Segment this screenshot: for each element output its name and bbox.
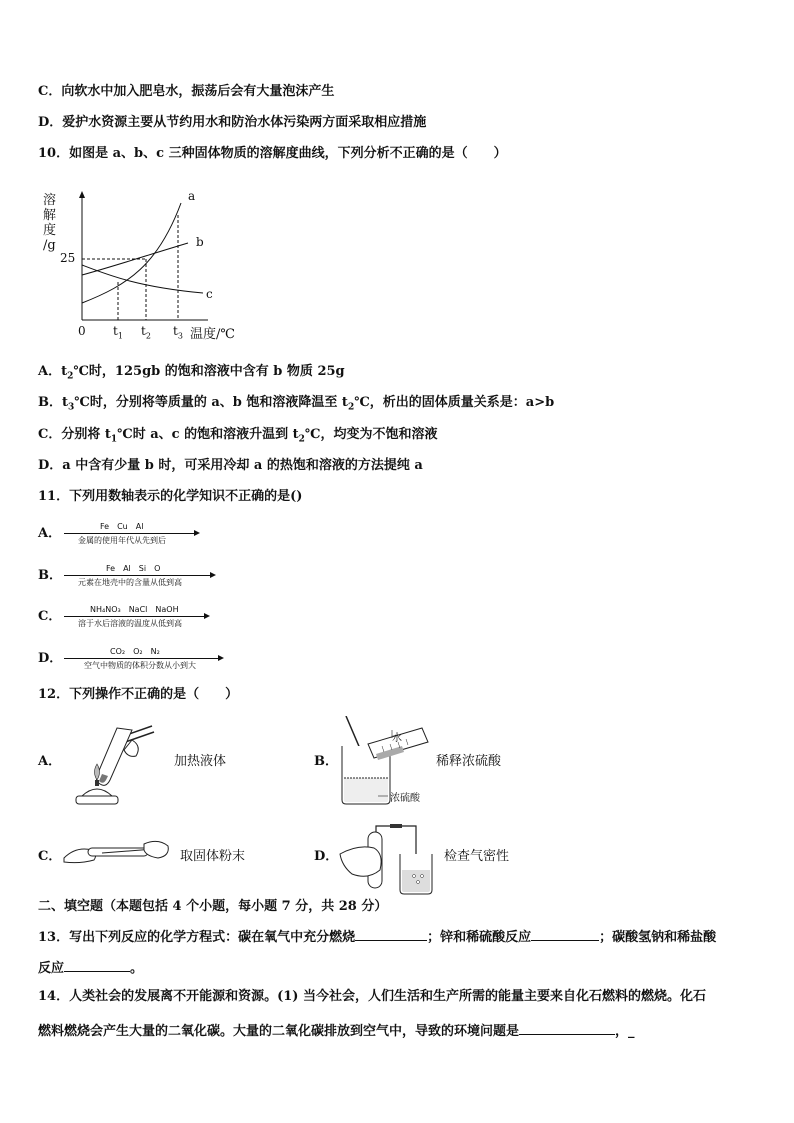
q11-c-letter: C．	[38, 609, 62, 624]
q10-option-b: B．$t_3℃$时，分别将等质量的 a、b 饱和溶液降温至 $t_2℃$，析出的固体质量关系是：a>b	[38, 395, 555, 413]
q9-option-d: D．爱护水资源主要从节约用水和防治水体污染两方面采取相应措施	[38, 115, 427, 130]
q12-a-letter: A．	[38, 754, 62, 769]
q11-a-bottom: 金属的使用年代从先到后	[78, 536, 166, 545]
q11-b-bottom: 元素在地壳中的含量从低到高	[78, 578, 182, 587]
q11-c-top: NH₄NO₃ NaCl NaOH	[90, 605, 179, 614]
y-tick-25: 25	[60, 251, 76, 265]
q13-line1: 13．写出下列反应的化学方程式：碳在氧气中充分燃烧 ；锌和稀硫酸反应 ；碳酸氢钠和稀盐酸	[38, 926, 716, 947]
q10-option-a: A．$t_2℃$时，125gb 的饱和溶液中含有 b 物质 25g	[38, 364, 345, 382]
airtightness-illustration	[338, 824, 434, 896]
solubility-chart-svg	[38, 185, 248, 345]
solubility-chart	[38, 185, 248, 345]
q11-d-bottom: 空气中物质的体积分数从小到大	[84, 661, 196, 670]
curve-label-a: a	[188, 189, 196, 203]
x-tick-t2: $t_2$	[141, 324, 151, 341]
q14-blank-1[interactable]	[519, 1020, 615, 1035]
q12-b-water-label: 水	[392, 733, 402, 744]
q11-a-arrow	[194, 530, 200, 536]
q11-c-bottom: 溶于水后溶液的温度从低到高	[78, 619, 182, 628]
q11-c-line	[64, 616, 206, 617]
q11-a-line	[64, 533, 196, 534]
q12-d-label: 检查气密性	[444, 849, 510, 864]
curve-c	[82, 265, 203, 293]
q12-d-letter: D．	[314, 849, 339, 864]
q11-a-top: Fe Cu Al	[100, 522, 144, 531]
section-2-heading: 二、填空题（本题包括 4 个小题，每小题 7 分，共 28 分）	[38, 899, 388, 914]
q11-b-letter: B．	[38, 568, 62, 583]
curve-label-b: b	[196, 235, 204, 249]
x-axis-label: 温度/℃	[190, 327, 235, 342]
y-axis-label: 溶 解 度 /g	[43, 193, 57, 253]
q11-b-top: Fe Al Si O	[106, 564, 161, 573]
q12-a-label: 加热液体	[174, 754, 227, 769]
x-tick-0: 0	[78, 324, 86, 338]
solid-powder-illustration	[62, 836, 172, 870]
q11-a-letter: A．	[38, 526, 62, 541]
q11-d-arrow	[218, 655, 224, 661]
q11-stem: 11．下列用数轴表示的化学知识不正确的是()	[38, 489, 303, 504]
q14-line1: 14．人类社会的发展离不开能源和资源。(1) 当今社会，人们生活和生产所需的能量主要来自化石燃料的燃烧。化石	[38, 989, 706, 1004]
q12-stem: 12．下列操作不正确的是（ ）	[38, 687, 239, 702]
heating-liquid-illustration	[62, 718, 162, 808]
q12-c-label: 取固体粉末	[180, 849, 246, 864]
q12-c-letter: C．	[38, 849, 62, 864]
q14-line2: 燃料燃烧会产生大量的二氧化碳。大量的二氧化碳排放到空气中，导致的环境问题是 ，_	[38, 1020, 635, 1041]
q9-option-c: C．向软水中加入肥皂水，振荡后会有大量泡沫产生	[38, 84, 335, 99]
q11-b-arrow	[210, 572, 216, 578]
q13-line2: 反应 。	[38, 957, 143, 978]
q12-b-letter: B．	[314, 754, 338, 769]
x-tick-t1: $t_1$	[113, 324, 123, 341]
q12-b-acid-label: 浓硫酸	[390, 793, 420, 804]
y-axis-arrow	[79, 191, 85, 198]
q13-blank-3[interactable]	[64, 957, 130, 972]
q12-b-label: 稀释浓硫酸	[436, 754, 502, 769]
q11-d-top: CO₂ O₂ N₂	[110, 647, 160, 656]
q10-option-c: C．分别将 $t_1℃$时 a、c 的饱和溶液升温到 $t_2℃$，均变为不饱和溶液	[38, 427, 438, 445]
q13-blank-2[interactable]	[531, 926, 599, 941]
q11-c-arrow	[204, 613, 210, 619]
q11-d-letter: D．	[38, 651, 63, 666]
q10-option-d: D．a 中含有少量 b 时，可采用冷却 a 的热饱和溶液的方法提纯 a	[38, 458, 423, 473]
q11-d-line	[64, 658, 220, 659]
q11-b-line	[64, 575, 212, 576]
x-tick-t3: $t_3$	[173, 324, 183, 341]
curve-label-c: c	[206, 287, 213, 301]
q13-blank-1[interactable]	[355, 926, 427, 941]
q10-stem: 10．如图是 a、b、c 三种固体物质的溶解度曲线，下列分析不正确的是（ ）	[38, 146, 507, 161]
